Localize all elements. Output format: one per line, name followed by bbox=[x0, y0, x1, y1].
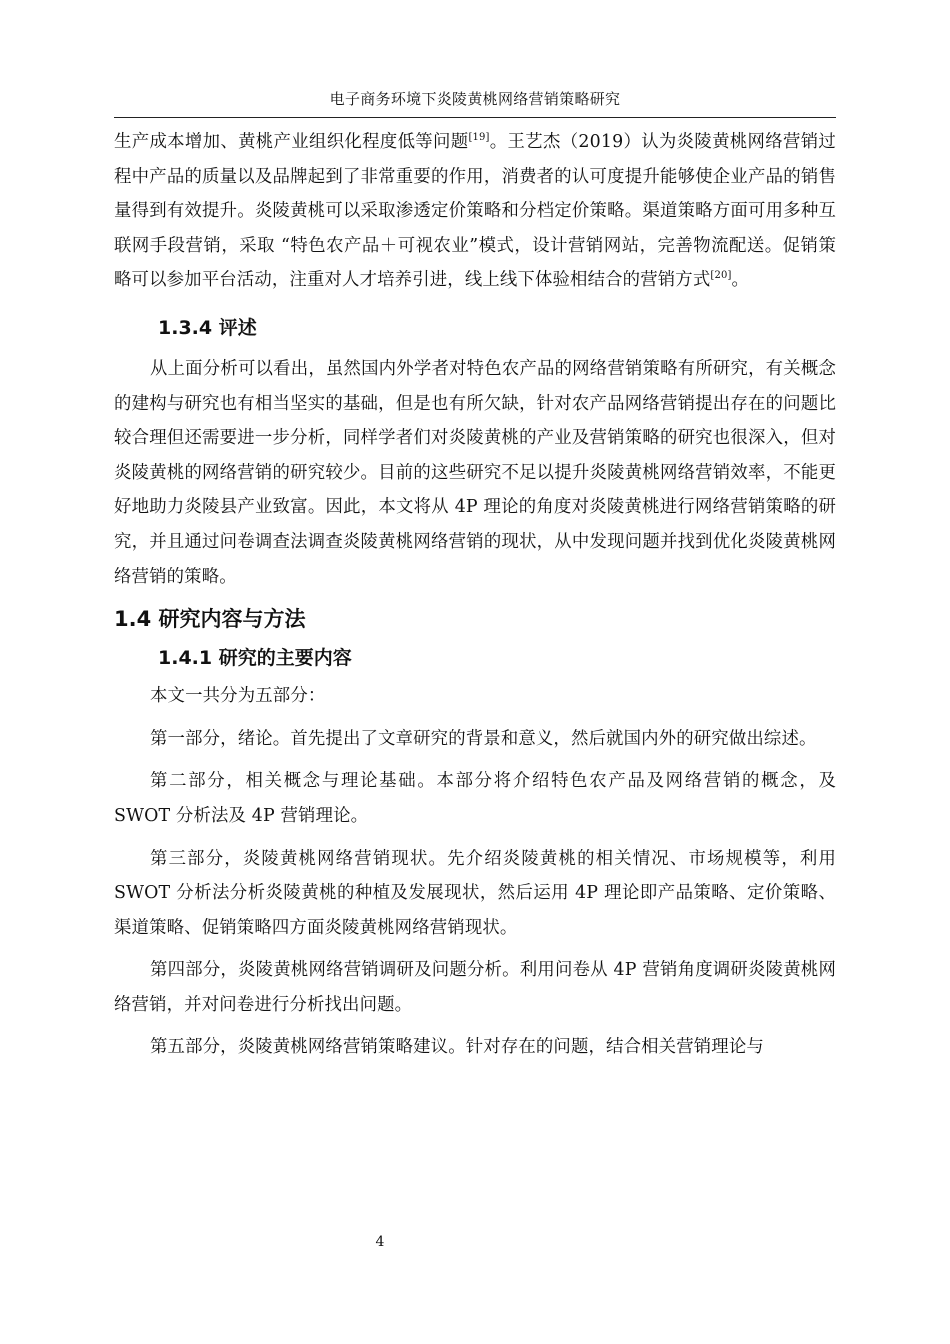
citation-20: [20] bbox=[710, 270, 732, 282]
running-header: 电子商务环境下炎陵黄桃网络营销策略研究 bbox=[329, 90, 621, 108]
section-heading-1-4-1: 1.4.1 研究的主要内容 bbox=[158, 647, 352, 670]
page-number: 4 bbox=[375, 1234, 385, 1250]
part-one-paragraph: 第一部分，绪论。首先提出了文章研究的背景和意义，然后就国内外的研究做出综述。 bbox=[150, 728, 817, 749]
part-four-paragraph: 第四部分，炎陵黄桃网络营销调研及问题分析。利用问卷从 4P 营销角度调研炎陵黄桃网络营销，并对问卷进行分析找出问题。 bbox=[114, 960, 836, 1015]
section-heading-1-4: 1.4 研究内容与方法 bbox=[114, 607, 306, 632]
section-heading-1-3-4: 1.3.4 评述 bbox=[158, 316, 257, 339]
header-divider bbox=[114, 117, 836, 118]
review-paragraph: 从上面分析可以看出，虽然国内外学者对特色农产品的网络营销策略有所研究，有关概念的建构与研究也有相当坚实的基础，但是也有所欠缺，针对农产品网络营销提出存在的问题比较合理但还需要进一步分析，同样学者们对炎陵黄桃的产业及营销策略的研究也很深入，但对炎陵黄桃的网络营销的研究较少。目前的这些研究不足以提升炎陵黄桃网络营销效率，不能更好地助力炎陵县产业致富。因此，本文将从 4P 理论的角度对炎陵黄桃进行网络营销策略的研究，并且通过问卷调查法调查炎陵黄桃网络营销的现状，从中发现问题并找到优化炎陵黄桃网络营销的策略。 bbox=[114, 358, 836, 587]
part-three-paragraph: 第三部分，炎陵黄桃网络营销现状。先介绍炎陵黄桃的相关情况、市场规模等，利用 SWOT 分析法分析炎陵黄桃的种植及发展现状，然后运用 4P 理论即产品策略、定价策略、渠道策略、促销策略四方面炎陵黄桃网络营销现状。 bbox=[114, 848, 836, 938]
part-five-paragraph: 第五部分，炎陵黄桃网络营销策略建议。针对存在的问题，结合相关营销理论与 bbox=[150, 1037, 764, 1058]
paragraph-text: 。 bbox=[731, 270, 750, 291]
paragraph-text: 生产成本增加、黄桃产业组织化程度低等问题 bbox=[114, 132, 469, 152]
page-body bbox=[114, 125, 836, 1065]
part-two-paragraph: 第二部分，相关概念与理论基础。本部分将介绍特色农产品及网络营销的概念，及 SWOT 分析法及 4P 营销理论。 bbox=[114, 771, 836, 826]
paragraph-continued bbox=[114, 125, 836, 298]
citation-19: [19] bbox=[468, 132, 490, 144]
contents-intro: 本文一共分为五部分： bbox=[150, 686, 326, 707]
paragraph-text: 。王艺杰（2019）认为炎陵黄桃网络营销过程中产品的质量以及品牌起到了非常重要的作用，消费者的认可度提升能够使企业产品的销售量得到有效提升。炎陵黄桃可以采取渗透定价策略和分档定价策略。渠道策略方面可用多种互联网手段营销，采取 “特色农产品＋可视农业”模式，设计营销网站，完善物流配送。促销策略可以参加平台活动，注重对人才培养引进，线上线下体验相结合的营销方式 bbox=[114, 132, 836, 291]
